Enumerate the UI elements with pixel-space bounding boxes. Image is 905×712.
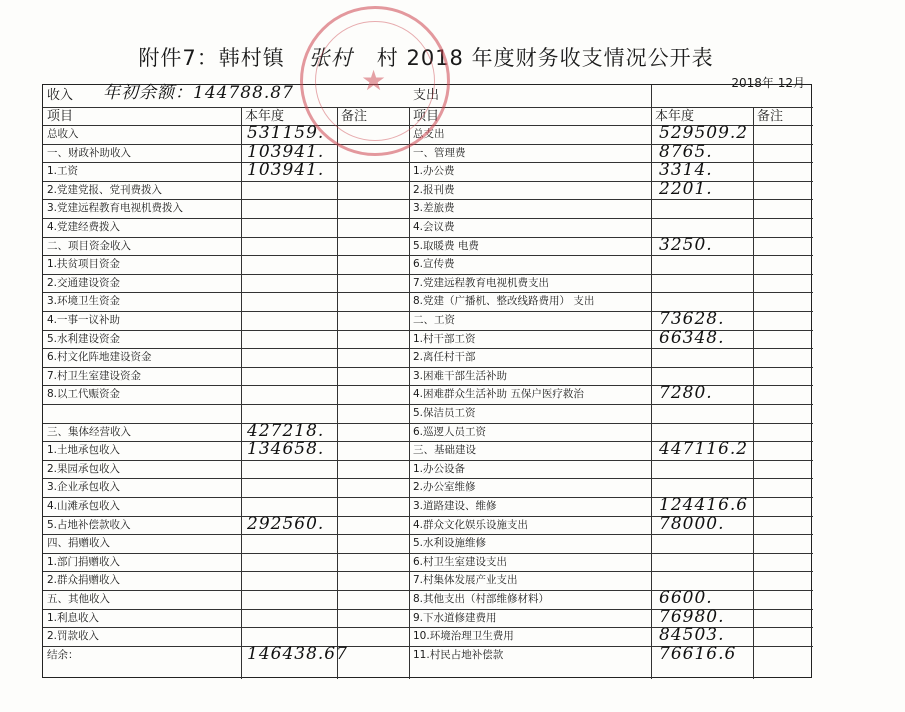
income-row-label: 1.利息收入 [47, 611, 100, 624]
expense-row-label: 5.水利设施维修 [413, 537, 487, 550]
income-row-label: 3.企业承包收入 [47, 481, 121, 494]
income-row-label: 5.占地补偿款收入 [47, 518, 131, 531]
expense-row-value: 3314. [659, 160, 713, 181]
expense-section-label: 支出 [413, 88, 440, 103]
grid-line-h [43, 199, 813, 200]
income-row-label: 结余： [47, 648, 79, 661]
income-section-label: 收入 [47, 88, 74, 103]
income-row-label: 8.以工代赈资金 [47, 388, 121, 401]
expense-row-value: 78000. [659, 513, 725, 534]
grid-line-h [43, 348, 813, 349]
grid-line-h [43, 274, 813, 275]
expense-row-label: 10.环境治理卫生费用 [413, 630, 514, 643]
seal-star-icon: ★ [361, 64, 387, 97]
expense-row-label: 1.村干部工资 [413, 332, 476, 345]
expense-row-label: 3.差旅费 [413, 202, 455, 215]
expense-row-value: 447116.2 [659, 439, 749, 460]
income-row-label: 4.一事一议补助 [47, 314, 121, 326]
expense-row-label: 7.党建远程教育电视机费支出 [413, 276, 550, 289]
income-row-value: 103941. [247, 141, 325, 162]
income-row-label: 4.党建经费拨入 [47, 221, 121, 233]
expense-row-value: 124416.6 [659, 495, 749, 515]
grid-line-h [43, 107, 813, 108]
expense-row-value: 3250. [659, 234, 713, 255]
expense-row-label: 3.道路建设、维修 [413, 500, 497, 512]
income-row-value: 134658. [247, 439, 325, 460]
income-row-value: 531159. [247, 123, 325, 143]
income-row-label: 1.土地承包收入 [47, 444, 121, 457]
expense-row-label: 6.巡逻人员工资 [413, 425, 487, 438]
grid-line-h [43, 534, 813, 535]
income-row-label: 二、项目资金收入 [47, 239, 131, 252]
expense-row-label: 1.办公费 [413, 165, 455, 178]
income-row-label: 五、其他收入 [47, 593, 110, 605]
income-row-label: 2.果园承包收入 [47, 462, 121, 475]
expense-row-value: 8765. [659, 141, 713, 162]
income-row-label: 三、集体经营收入 [47, 425, 131, 438]
grid-line-h [43, 255, 813, 256]
income-row-value: 427218. [247, 420, 325, 441]
expense-col-note: 备注 [757, 109, 784, 124]
expense-row-label: 1.办公设备 [413, 462, 466, 475]
income-row-value: 103941. [247, 160, 325, 181]
expense-row-label: 9.下水道修建费用 [413, 611, 497, 624]
expense-row-label: 总支出 [413, 128, 445, 140]
income-col-note: 备注 [341, 109, 368, 124]
income-row-label: 4.山滩承包收入 [47, 500, 121, 512]
expense-col-year: 本年度 [655, 109, 695, 124]
grid-line-h [43, 460, 813, 461]
expense-row-value: 6600. [659, 588, 713, 608]
page-title [42, 42, 810, 72]
title-suffix: 村 2018 年度财务收支情况公开表 [376, 46, 714, 70]
income-row-value: 292560. [247, 513, 325, 534]
expense-row-label: 11.村民占地补偿款 [413, 648, 504, 661]
income-row-label: 1.部门捐赠收入 [47, 555, 121, 568]
expense-row-value: 76980. [659, 606, 725, 627]
income-row-label: 一、财政补助收入 [47, 146, 131, 159]
income-row-label: 2.罚款收入 [47, 630, 100, 643]
finance-table [42, 84, 812, 678]
expense-row-label: 7.村集体发展产业支出 [413, 574, 518, 587]
expense-row-label: 一、管理费 [413, 146, 466, 159]
income-row-label: 1.扶贫项目资金 [47, 258, 121, 271]
income-row-label: 2.群众捐赠收入 [47, 574, 121, 587]
income-row-label: 3.环境卫生资金 [47, 295, 121, 308]
expense-row-label: 4.困难群众生活补助 五保户医疗救治 [413, 388, 584, 401]
grid-line-h [43, 553, 813, 554]
income-col-year: 本年度 [245, 109, 285, 124]
expense-row-label: 5.取暖费 电费 [413, 239, 479, 252]
grid-line-v [337, 107, 338, 679]
income-row-label: 3.党建远程教育电视机费拨入 [47, 202, 184, 215]
income-row-value: 146438.67 [247, 643, 348, 664]
expense-row-label: 5.保洁员工资 [413, 407, 476, 419]
grid-line-h [43, 292, 813, 293]
expense-row-value: 66348. [659, 327, 725, 348]
income-row-label: 四、捐赠收入 [47, 537, 110, 550]
grid-line-v [409, 107, 410, 679]
grid-line-v [651, 85, 652, 679]
expense-row-value: 529509.2 [659, 123, 749, 143]
grid-line-h [43, 367, 813, 368]
expense-col-item: 项目 [413, 109, 440, 124]
income-row-label: 5.水利建设资金 [47, 332, 121, 345]
expense-row-label: 2.报刊费 [413, 183, 455, 196]
expense-row-label: 6.宣传费 [413, 258, 455, 271]
grid-line-h [43, 404, 813, 405]
expense-row-value: 84503. [659, 625, 725, 646]
grid-line-h [43, 478, 813, 479]
expense-row-value: 73628. [659, 309, 725, 329]
income-col-item: 项目 [47, 109, 74, 124]
income-row-label: 总收入 [47, 128, 79, 140]
grid-line-h [43, 218, 813, 219]
income-row-label: 2.交通建设资金 [47, 276, 121, 289]
income-row-label: 1.工资 [47, 165, 79, 178]
expense-row-label: 8.其他支出（村部维修材料） [413, 593, 550, 605]
expense-row-label: 4.会议费 [413, 221, 455, 233]
income-row-label: 6.村文化阵地建设资金 [47, 351, 152, 364]
title-prefix: 附件7：韩村镇 [138, 46, 285, 70]
expense-row-label: 6.村卫生室建设支出 [413, 555, 508, 568]
expense-row-label: 4.群众文化娱乐设施支出 [413, 518, 529, 531]
expense-row-value: 2201. [659, 178, 713, 199]
expense-row-value: 7280. [659, 383, 713, 404]
expense-row-label: 2.离任村干部 [413, 351, 476, 364]
expense-row-label: 二、工资 [413, 314, 455, 326]
title-village-handwritten: 张村 [308, 46, 353, 70]
grid-line-h [43, 571, 813, 572]
grid-line-h [43, 423, 813, 424]
expense-row-label: 三、基础建设 [413, 444, 476, 457]
expense-row-label: 2.办公室维修 [413, 481, 476, 494]
opening-balance-handwritten: 年初余额：144788.87 [103, 83, 294, 103]
income-row-label: 2.党建党报、党刊费拨入 [47, 183, 163, 196]
expense-row-value: 76616.6 [659, 643, 737, 664]
income-row-label: 7.村卫生室建设资金 [47, 369, 142, 382]
expense-row-label: 3.困难干部生活补助 [413, 369, 508, 382]
report-date: 2018年 12月 [731, 76, 805, 90]
grid-line-v [753, 107, 754, 679]
expense-row-label: 8.党建（广播机、整改线路费用） 支出 [413, 295, 595, 308]
grid-line-v [241, 107, 242, 679]
